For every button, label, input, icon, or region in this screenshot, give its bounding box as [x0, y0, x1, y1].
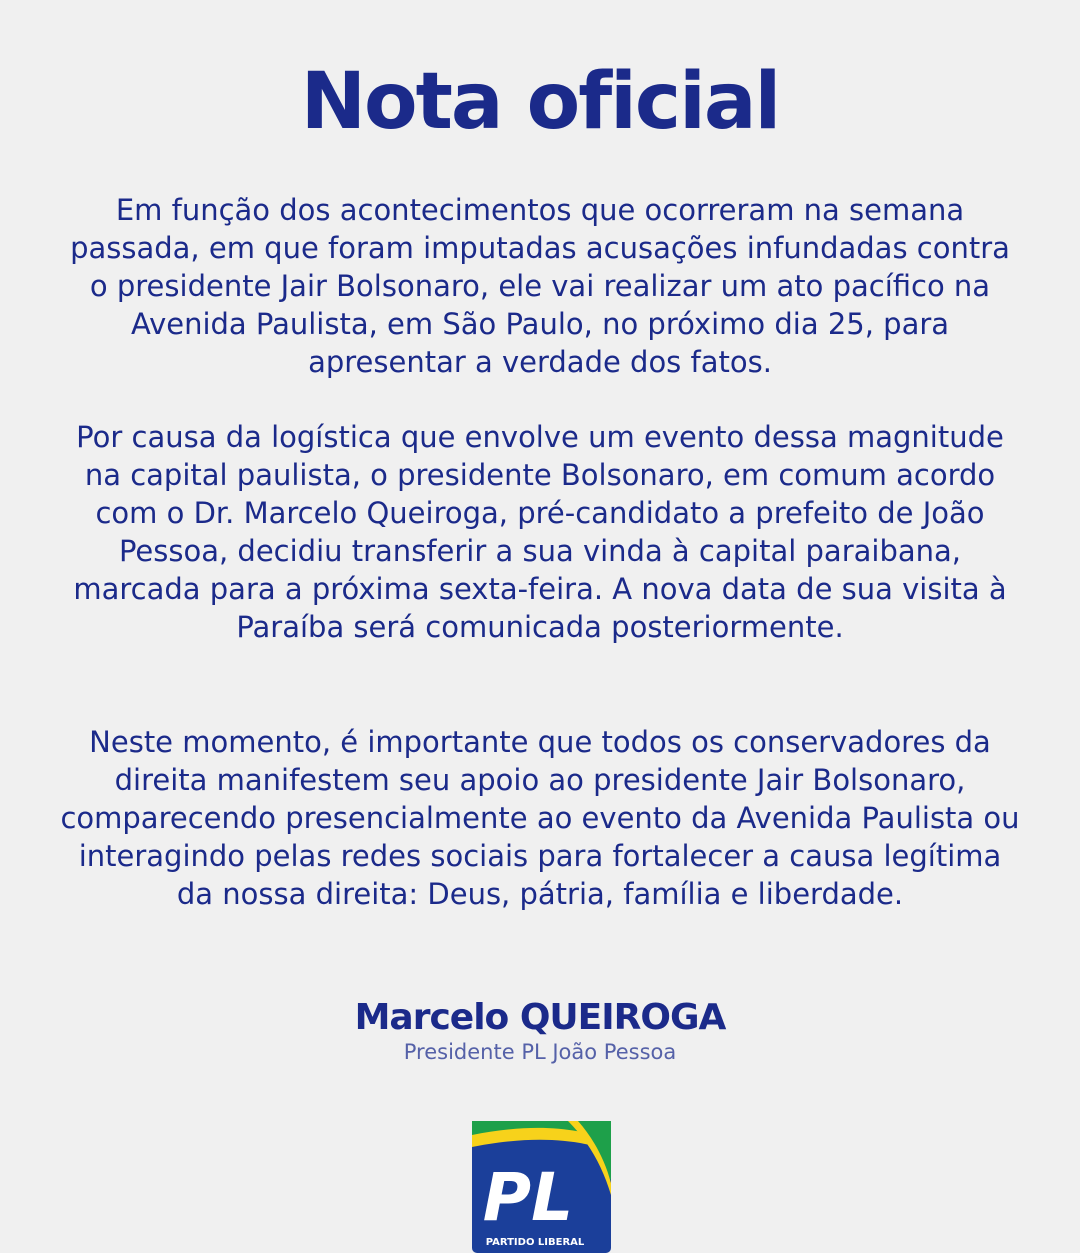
logo-mark: PL	[482, 1159, 574, 1236]
logo-caption: PARTIDO LIBERAL	[485, 1237, 585, 1248]
paragraph-3: Neste momento, é importante que todos os conservadores da direita manifestem seu apoio ao presidente Jair Bolsonaro, comparecendo presencialmente ao evento da Avenida Paulista ou interagindo pelas redes sociais para fortalecer a causa legítima da nossa direita: Deus, pátria, família e liberdade.	[60, 725, 1020, 911]
signature-role: Presidente PL João Pessoa	[403, 1040, 677, 1064]
paragraph-1: Em função dos acontecimentos que ocorreram na semana passada, em que foram imputadas acusações infundadas contra o presidente Jair Bolsonaro, ele vai realizar um ato pacífico na Avenida Paulista, em São Paulo, no próximo dia 25, para apresentar a verdade dos fatos.	[70, 193, 1010, 379]
pl-party-logo-icon	[472, 1121, 611, 1253]
signature-name: Marcelo QUEIROGA	[354, 997, 726, 1038]
page-title: Nota oficial	[300, 57, 780, 147]
paragraph-2: Por causa da logística que envolve um evento dessa magnitude na capital paulista, o presidente Bolsonaro, em comum acordo com o Dr. Marcelo Queiroga, pré-candidato a prefeito de João Pessoa, decidiu transferir a sua vinda à capital paraibana, marcada para a próxima sexta-feira. A nova data de sua visita à Paraíba será comunicada posteriormente.	[73, 420, 1007, 644]
